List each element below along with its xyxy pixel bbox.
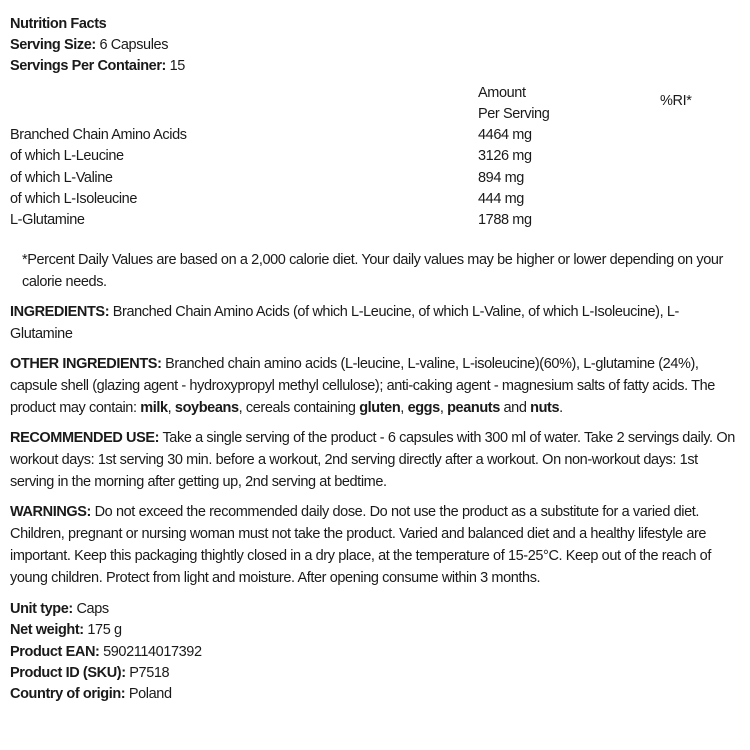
product-sku-label: Product ID (SKU): [10, 664, 126, 681]
other-ingredients-text: Branched chain amino acids (L-leucine, L-valine, L-isoleucine)(60%), L-glutamine (24%), capsule shell (glazing agent - hydroxypropyl methyl cellulose); anti-caking agent - magnesium salts of fatty acids. The product may contain: [10, 356, 715, 416]
amount-per-serving-header [478, 83, 549, 126]
nutrient-name: Branched Chain Amino Acids [10, 127, 187, 143]
net-weight [10, 620, 740, 641]
recommended-use-label: RECOMMENDED USE: [10, 430, 160, 446]
nutrient-amount: 1788 mg [478, 212, 532, 229]
servings-per-container [10, 56, 740, 77]
country-of-origin-value: Poland [125, 686, 172, 703]
nutrient-amount: 4464 mg [478, 127, 532, 143]
product-ean-value: 5902114017392 [99, 643, 202, 660]
warnings-label: WARNINGS: [10, 504, 91, 520]
allergen-gluten: gluten [359, 400, 401, 416]
nutrient-name: of which L-Valine [10, 169, 113, 186]
amount-header-line2: Per Serving [478, 106, 550, 123]
table-row [10, 125, 750, 146]
product-sku [10, 663, 740, 684]
product-info [10, 599, 740, 705]
other-ingredients-section [10, 353, 740, 419]
warnings-text: Do not exceed the recommended daily dose. Do not use the product as a substitute for a varied diet. Children, pregnant or nursing woman must not take the product. Varied and balanced diet and a healthy lifestyle are important. Keep this packaging thightly closed in a dry place, at the temperature of 15-25°C. Keep out of the reach of young children. Protect from light and moisture. After opening consume within 3 months. [10, 504, 711, 586]
nutrition-header [10, 14, 740, 77]
product-ean-label: Product EAN: [10, 643, 100, 660]
nutrient-amount: 444 mg [478, 190, 524, 207]
nutrient-amount: 3126 mg [478, 148, 532, 165]
nutrient-rows [10, 125, 750, 231]
other-ingredients-label: OTHER INGREDIENTS: [10, 356, 162, 372]
table-row [10, 168, 750, 189]
recommended-use-section [10, 427, 740, 493]
servings-per-container-label: Servings Per Container: [10, 58, 166, 74]
net-weight-label: Net weight: [10, 622, 84, 639]
table-row [10, 189, 750, 210]
ri-header: %RI* [660, 93, 692, 109]
daily-values-footnote: *Percent Daily Values are based on a 2,000 calorie diet. Your daily values may be higher or lower depending on your calorie needs. [22, 252, 723, 290]
country-of-origin [10, 684, 740, 705]
allergen-nuts: nuts [530, 400, 560, 416]
product-ean [10, 642, 740, 663]
separator: . [559, 400, 563, 416]
separator: , cereals containing [238, 400, 360, 416]
country-of-origin-label: Country of origin: [10, 686, 126, 703]
nutrition-facts-table [10, 83, 740, 245]
serving-size-value: 6 Capsules [99, 37, 169, 53]
table-row [10, 146, 750, 167]
product-sku-value: P7518 [125, 664, 170, 681]
unit-type-value: Caps [72, 601, 109, 617]
serving-size [10, 35, 740, 56]
table-row [10, 210, 750, 231]
nutrient-amount: 894 mg [478, 169, 524, 186]
separator: , [167, 400, 175, 416]
allergen-eggs: eggs [407, 400, 440, 416]
nutrient-name: L-Glutamine [10, 212, 85, 229]
ingredients-section [10, 301, 740, 345]
warnings-section [10, 501, 740, 589]
allergen-soybeans: soybeans [174, 400, 239, 416]
separator: and [499, 400, 531, 416]
separator: , [439, 400, 448, 416]
recommended-use-text: Take a single serving of the product - 6 capsules with 300 ml of water. Take 2 servings daily. On workout days: 1st serving 30 min. before a workout, 2nd serving directly after a workout. On non-workout days: 1st serving in the morning after getting up, 2nd serving at bedtime. [10, 430, 735, 490]
ingredients-text: Branched Chain Amino Acids (of which L-Leucine, of which L-Valine, of which L-Isoleucine), L-Glutamine [10, 304, 679, 342]
amount-header-line1: Amount [478, 85, 526, 101]
separator: , [400, 400, 408, 416]
ingredients-label: INGREDIENTS: [10, 304, 110, 320]
servings-per-container-value: 15 [169, 58, 185, 74]
allergen-peanuts: peanuts [447, 400, 500, 416]
allergen-milk: milk [140, 400, 168, 416]
nutrient-name: of which L-Leucine [10, 148, 124, 165]
unit-type-label: Unit type: [10, 601, 73, 617]
serving-size-label: Serving Size: [10, 37, 96, 53]
unit-type [10, 599, 740, 620]
net-weight-value: 175 g [83, 622, 122, 639]
nutrition-facts-title: Nutrition Facts [10, 16, 107, 32]
nutrient-name: of which L-Isoleucine [10, 190, 138, 207]
